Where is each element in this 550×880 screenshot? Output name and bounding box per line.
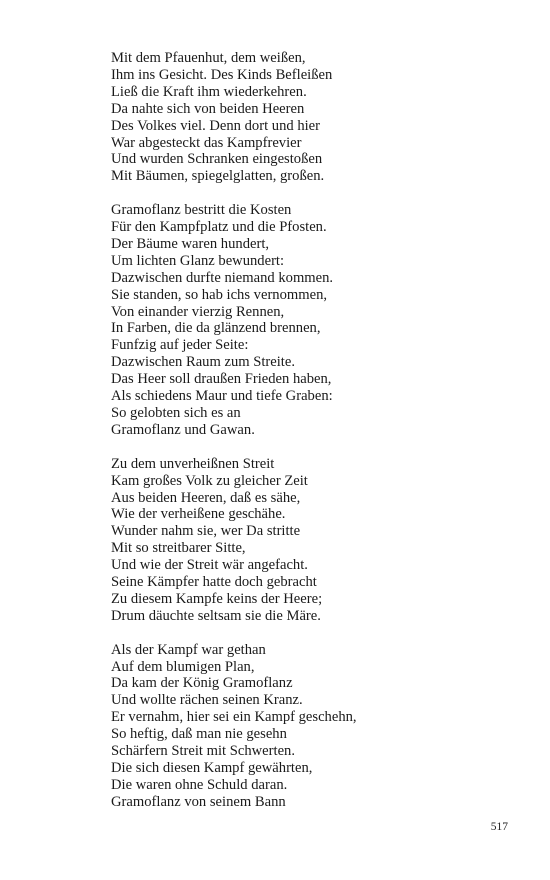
verse-line: Wunder nahm sie, wer Da stritte	[111, 523, 301, 540]
stanza-3	[111, 456, 511, 625]
verse-line: Mit Bäumen, spiegelglatten, großen.	[111, 168, 325, 185]
verse-line: Als der Kampf war gethan	[111, 641, 266, 658]
verse-line: Um lichten Glanz bewundert:	[111, 252, 285, 269]
verse-line: Ihm ins Gesicht. Des Kinds Befleißen	[111, 66, 333, 83]
verse-line: Gramoflanz von seinem Bann	[111, 793, 286, 810]
verse-line: So heftig, daß man nie gesehn	[111, 726, 287, 743]
verse-line: Gramoflanz bestritt die Kosten	[111, 202, 292, 219]
verse-line: Auf dem blumigen Plan,	[111, 658, 255, 675]
verse-line: Da kam der König Gramoflanz	[111, 675, 293, 692]
verse-line: Seine Kämpfer hatte doch gebracht	[111, 574, 317, 591]
verse-line: Und wie der Streit wär angefacht.	[111, 557, 308, 574]
verse-line: Kam großes Volk zu gleicher Zeit	[111, 472, 308, 489]
verse-line: Und wollte rächen seinen Kranz.	[111, 692, 303, 709]
poem-text	[111, 50, 511, 811]
verse-line: Das Heer soll draußen Frieden haben,	[111, 371, 332, 388]
verse-line: Die waren ohne Schuld daran.	[111, 776, 288, 793]
verse-line: Funfzig auf jeder Seite:	[111, 337, 249, 354]
verse-line: Wie der verheißene geschähe.	[111, 506, 286, 523]
verse-line: Von einander vierzig Rennen,	[111, 303, 285, 320]
verse-line: So gelobten sich es an	[111, 405, 241, 422]
verse-line: Der Bäume waren hundert,	[111, 235, 270, 252]
verse-line: Die sich diesen Kampf gewährten,	[111, 760, 313, 777]
verse-line: Da nahte sich von beiden Heeren	[111, 100, 305, 117]
stanza-2	[111, 202, 511, 439]
verse-line: War abgesteckt das Kampfrevier	[111, 134, 302, 151]
verse-line: Für den Kampfplatz und die Pfosten.	[111, 219, 327, 236]
verse-line: Ließ die Kraft ihm wiederkehren.	[111, 83, 307, 100]
verse-line: Schärfern Streit mit Schwerten.	[111, 743, 295, 760]
verse-line: Sie standen, so hab ichs vernommen,	[111, 286, 328, 303]
page-number: 517	[490, 821, 508, 833]
verse-line: Er vernahm, hier sei ein Kampf geschehn,	[111, 709, 357, 726]
verse-line: Zu dem unverheißnen Streit	[111, 455, 275, 472]
stanza-1	[111, 50, 511, 185]
stanza-4	[111, 642, 511, 811]
verse-line: Als schiedens Maur und tiefe Graben:	[111, 388, 333, 405]
verse-line: Zu diesem Kampfe keins der Heere;	[111, 590, 323, 607]
verse-line: Dazwischen Raum zum Streite.	[111, 354, 295, 371]
verse-line: In Farben, die da glänzend brennen,	[111, 320, 321, 337]
verse-line: Mit dem Pfauenhut, dem weißen,	[111, 50, 306, 66]
verse-line: Gramoflanz und Gawan.	[111, 421, 255, 438]
verse-line: Dazwischen durfte niemand kommen.	[111, 269, 334, 286]
verse-line: Mit so streitbarer Sitte,	[111, 540, 246, 557]
verse-line: Und wurden Schranken eingestoßen	[111, 151, 323, 168]
verse-line: Des Volkes viel. Denn dort und hier	[111, 117, 321, 134]
verse-line: Aus beiden Heeren, daß es sähe,	[111, 489, 301, 506]
verse-line: Drum däuchte seltsam sie die Märe.	[111, 607, 321, 624]
